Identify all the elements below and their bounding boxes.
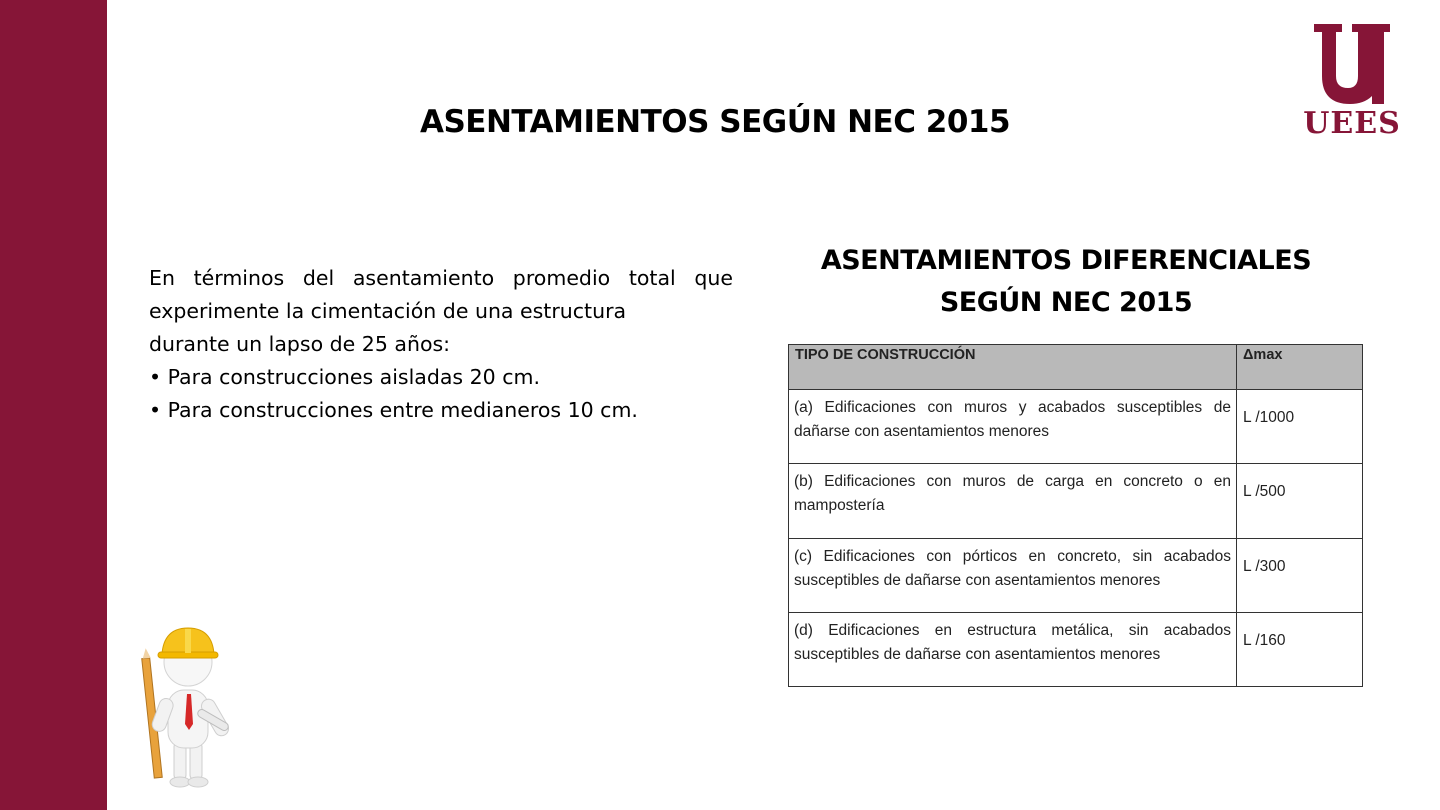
header-dmax: Δmax [1237,345,1363,390]
table-header-row [789,345,1363,390]
row-value: L /1000 [1237,390,1363,464]
settlement-table [788,344,1363,687]
row-value: L /500 [1237,464,1363,538]
row-value: L /300 [1237,538,1363,612]
row-desc: (a) Edificaciones con muros y acabados susceptibles de dañarse con asentamientos menores [789,390,1237,464]
section-title-line: SEGÚN NEC 2015 [939,287,1193,318]
table-row [789,464,1363,538]
body-line: En términos del asentamiento promedio total que [149,266,733,290]
engineer-figure [138,624,238,790]
table-row [789,390,1363,464]
row-desc: (c) Edificaciones con pórticos en concreto, sin acabados susceptibles de dañarse con asentamientos menores [789,538,1237,612]
uees-logo-icon [1300,18,1404,108]
page-title: ASENTAMIENTOS SEGÚN NEC 2015 [419,104,1011,140]
uees-logo [1300,18,1404,140]
engineer-figure-icon [138,624,238,790]
body-line: durante un lapso de 25 años: [149,332,451,356]
header-tipo: TIPO DE CONSTRUCCIÓN [789,345,1237,390]
sidebar-band [0,0,107,810]
row-desc: (d) Edificaciones en estructura metálica, sin acabados susceptibles de dañarse con asentamientos menores [789,612,1237,686]
logo-text: UEES [1303,106,1401,141]
row-desc: (b) Edificaciones con muros de carga en concreto o en mampostería [789,464,1237,538]
section-title [790,240,1342,324]
body-text [149,262,733,427]
table-row [789,538,1363,612]
section-title-line: ASENTAMIENTOS DIFERENCIALES [820,245,1312,276]
table-row [789,612,1363,686]
bullet-item: • Para construcciones entre medianeros 10 cm. [149,394,733,427]
body-line: experimente la cimentación de una estructura [149,299,627,323]
bullet-item: • Para construcciones aisladas 20 cm. [149,361,733,394]
row-value: L /160 [1237,612,1363,686]
